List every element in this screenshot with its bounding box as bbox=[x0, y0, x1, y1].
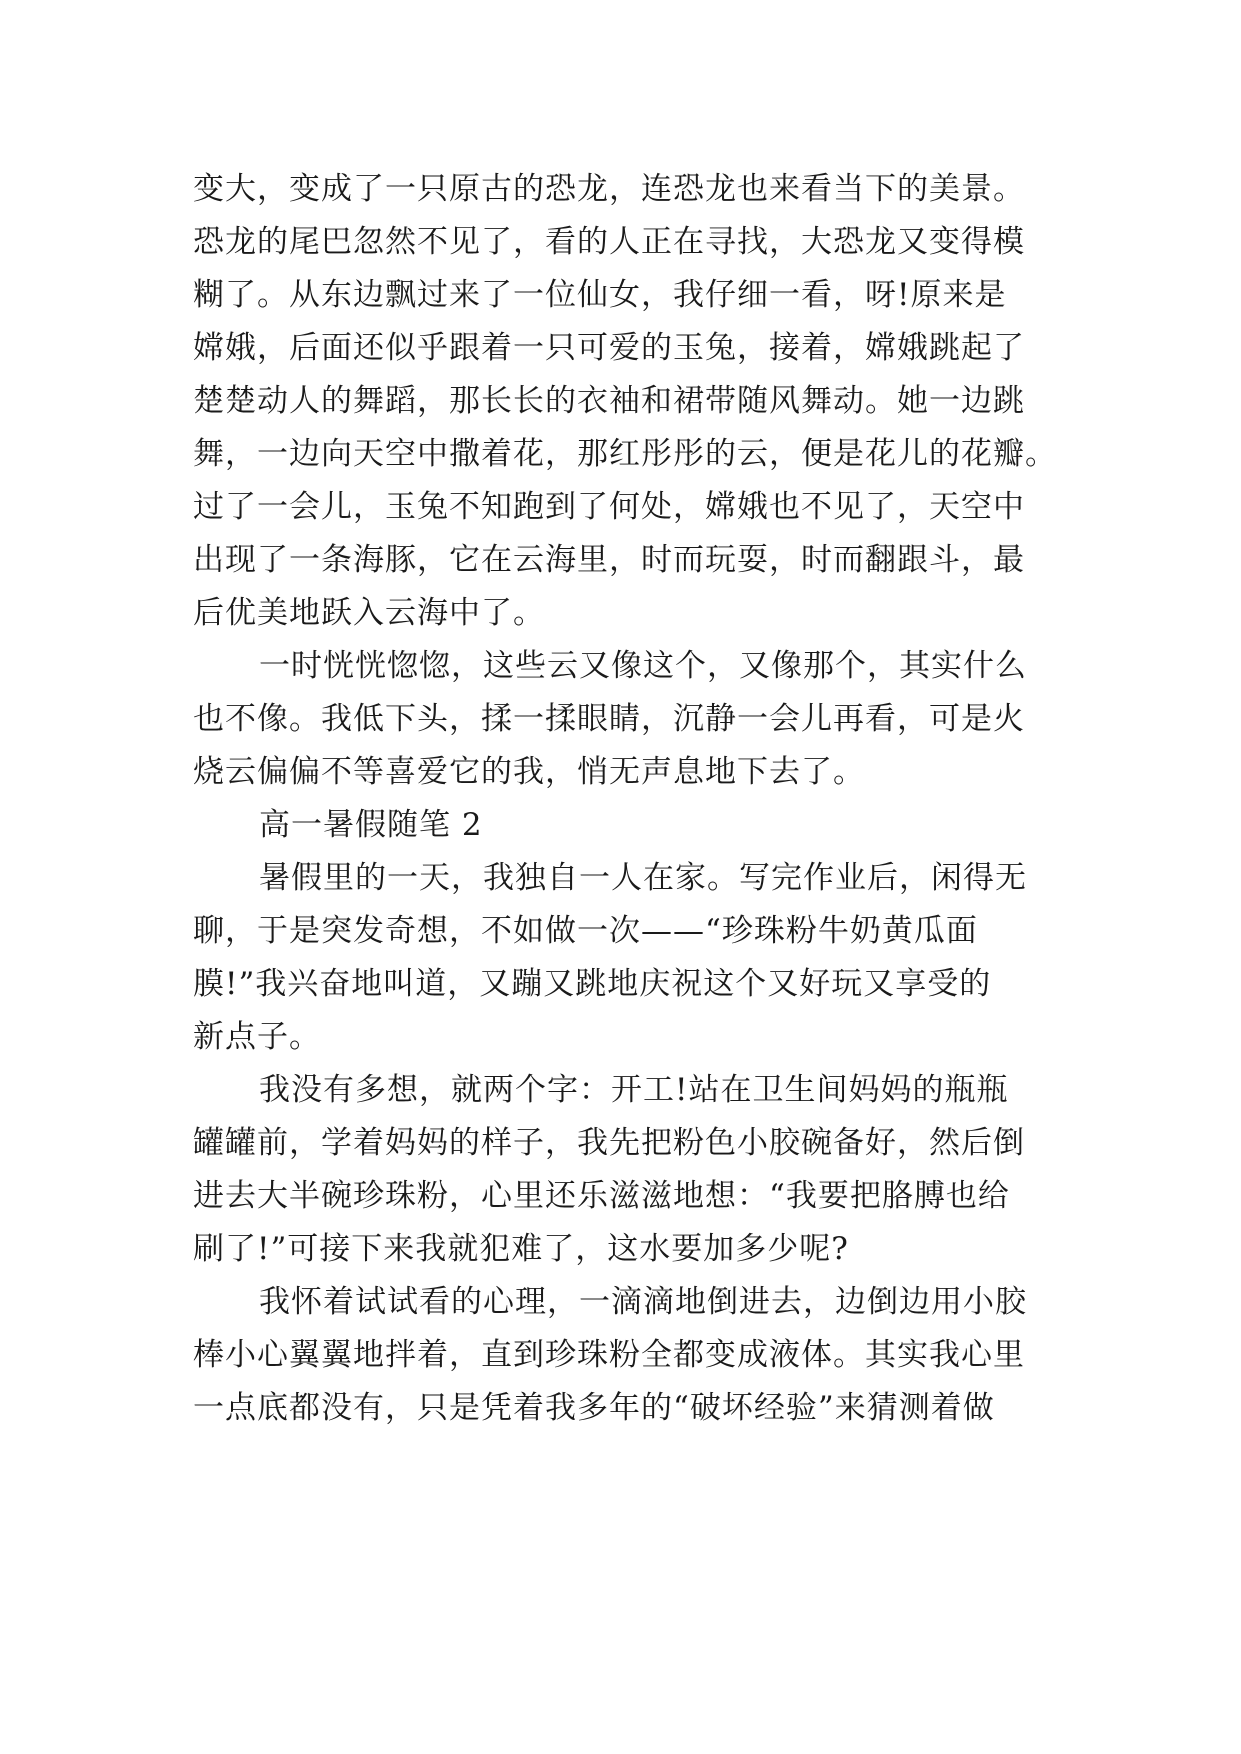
text-line: 一点底都没有，只是凭着我多年的“破坏经验”来猜测着做 bbox=[193, 1390, 995, 1426]
paragraph-start-line: 暑假里的一天，我独自一人在家。写完作业后，闲得无 bbox=[259, 860, 1027, 896]
text-line: 烧云偏偏不等喜爱它的我，悄无声息地下去了。 bbox=[193, 754, 865, 790]
paragraph-start-line: 我怀着试试看的心理，一滴滴地倒进去，边倒边用小胶 bbox=[259, 1284, 1027, 1320]
text-line: 过了一会儿，玉兔不知跑到了何处，嫦娥也不见了，天空中 bbox=[193, 489, 1025, 525]
text-line: 进去大半碗珍珠粉，心里还乐滋滋地想：“我要把胳膊也给 bbox=[193, 1178, 1010, 1214]
text-line: 聊，于是突发奇想，不如做一次——“珍珠粉牛奶黄瓜面 bbox=[193, 913, 978, 949]
text-line: 恐龙的尾巴忽然不见了，看的人正在寻找，大恐龙又变得模 bbox=[193, 224, 1025, 260]
paragraph-start-line: 我没有多想，就两个字：开工!站在卫生间妈妈的瓶瓶 bbox=[259, 1072, 1009, 1108]
text-line: 后优美地跃入云海中了。 bbox=[193, 595, 545, 631]
text-line: 新点子。 bbox=[193, 1019, 321, 1055]
text-line: 也不像。我低下头，揉一揉眼睛，沉静一会儿再看，可是火 bbox=[193, 701, 1025, 737]
text-line: 变大，变成了一只原古的恐龙，连恐龙也来看当下的美景。 bbox=[193, 171, 1025, 207]
body-text bbox=[193, 163, 1057, 1435]
text-line: 出现了一条海豚，它在云海里，时而玩耍，时而翻跟斗，最 bbox=[193, 542, 1025, 578]
paragraph-start-line: 一时恍恍惚惚，这些云又像这个，又像那个，其实什么 bbox=[259, 648, 1027, 684]
text-line: 糊了。从东边飘过来了一位仙女，我仔细一看，呀!原来是 bbox=[193, 277, 1007, 313]
text-line: 刷了!”可接下来我就犯难了，这水要加多少呢? bbox=[193, 1231, 849, 1267]
text-line: 棒小心翼翼地拌着，直到珍珠粉全都变成液体。其实我心里 bbox=[193, 1337, 1025, 1373]
text-line: 罐罐前，学着妈妈的样子，我先把粉色小胶碗备好，然后倒 bbox=[193, 1125, 1025, 1161]
section-heading: 高一暑假随笔 2 bbox=[259, 807, 483, 843]
text-line: 嫦娥，后面还似乎跟着一只可爱的玉兔，接着，嫦娥跳起了 bbox=[193, 330, 1025, 366]
text-line: 舞，一边向天空中撒着花，那红彤彤的云，便是花儿的花瓣。 bbox=[193, 436, 1057, 472]
text-line: 楚楚动人的舞蹈，那长长的衣袖和裙带随风舞动。她一边跳 bbox=[193, 383, 1025, 419]
text-line: 膜!”我兴奋地叫道，又蹦又跳地庆祝这个又好玩又享受的 bbox=[193, 966, 992, 1002]
